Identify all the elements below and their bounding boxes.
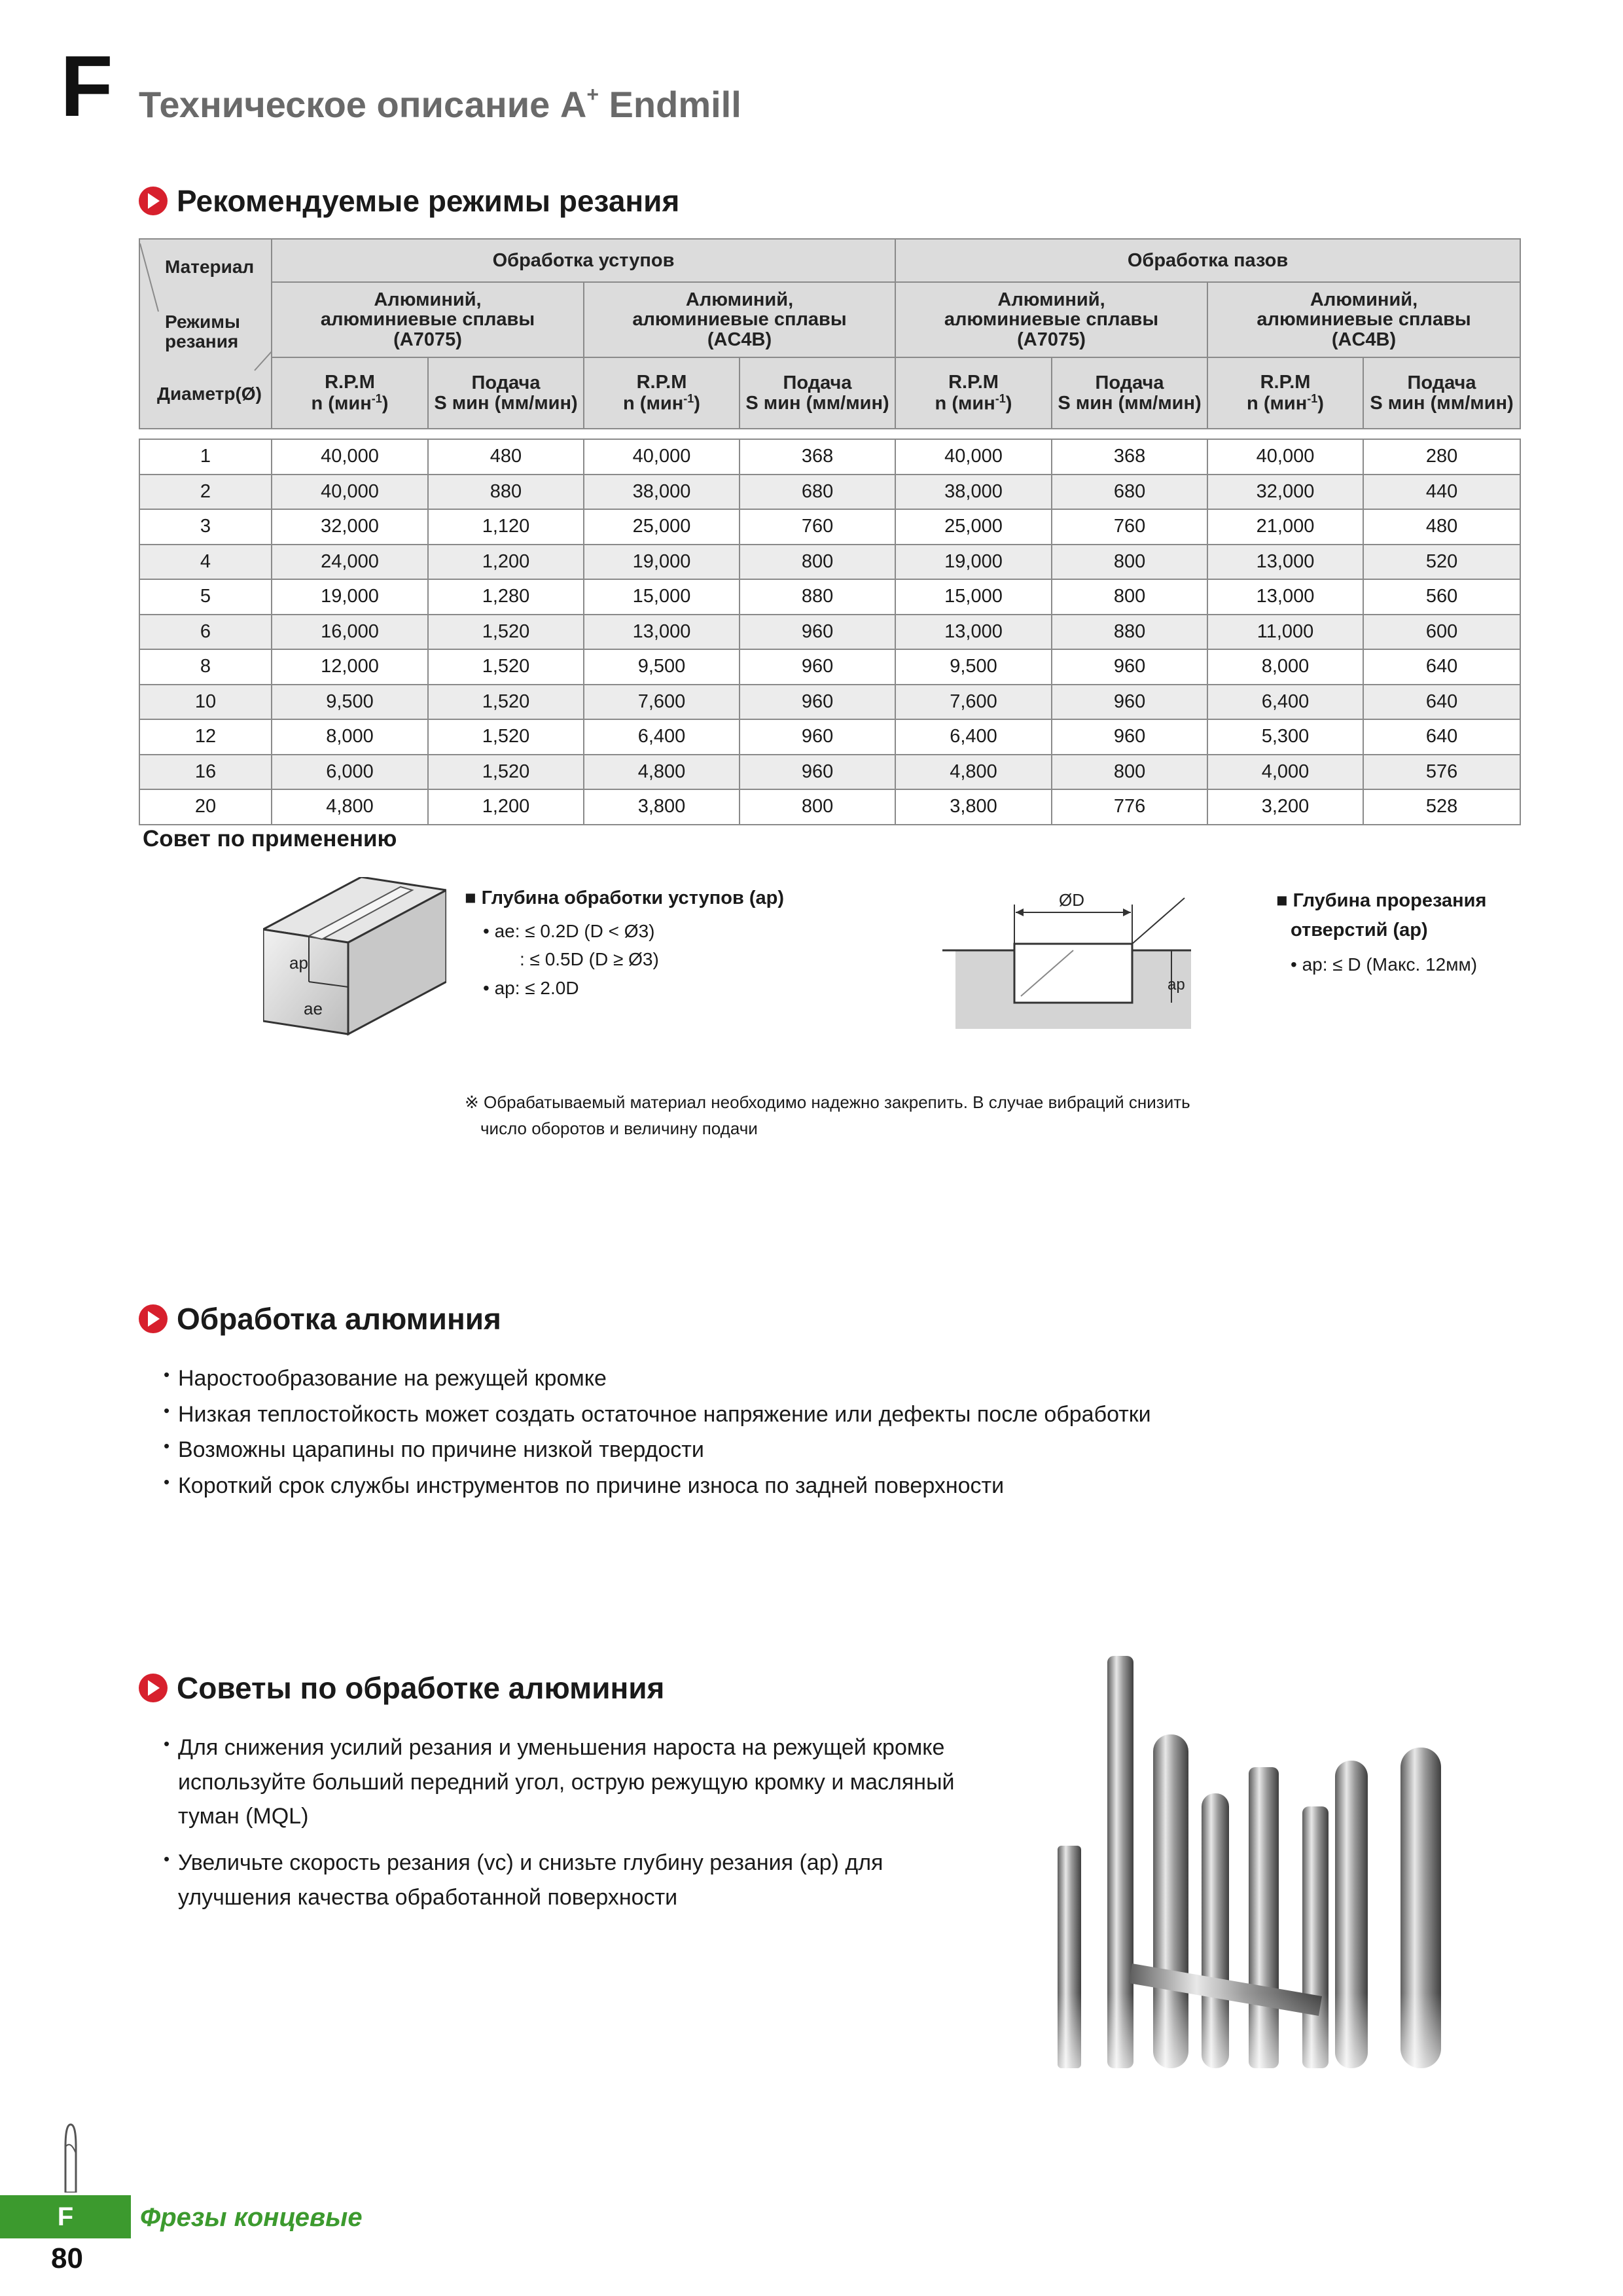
table-cell: 760 [740, 509, 895, 545]
table-row [139, 545, 1520, 580]
list-item: • Увеличьте скорость резания (vc) и снизьте глубину резания (ap) для улучшения качества обработанной поверхности [164, 1846, 955, 1914]
table-cell: 3 [139, 509, 272, 545]
table-cell: 880 [1052, 615, 1207, 650]
cutting-table-wrapper [139, 238, 1520, 825]
cutting-modes-table [139, 238, 1521, 825]
table-cell: 19,000 [584, 545, 740, 580]
table-cell: 40,000 [584, 439, 740, 475]
table-cell: 480 [1363, 509, 1520, 545]
table-row [139, 475, 1520, 510]
material-header: Алюминий, алюминиевые сплавы (AC4B) [584, 282, 895, 357]
list-item: • Возможны царапины по причине низкой твердости [164, 1433, 1151, 1467]
table-cell: 13,000 [1207, 545, 1363, 580]
table-cell: 13,000 [584, 615, 740, 650]
slot-depth-diagram [942, 885, 1204, 1042]
table-cell: 12 [139, 719, 272, 755]
title-tail: Endmill [599, 84, 741, 125]
table-cell: 38,000 [584, 475, 740, 510]
section-title: Обработка алюминия [177, 1302, 501, 1336]
table-cell: 760 [1052, 509, 1207, 545]
table-cell: 960 [1052, 719, 1207, 755]
rpm-header: R.P.M n (мин$^{-1}$) [584, 357, 740, 429]
rpm-header: R.P.M n (мин$^{-1}$) [272, 357, 428, 429]
list-item: • Низкая теплостойкость может создать остаточное напряжение или дефекты после обработки [164, 1397, 1151, 1432]
corner-modes-line2: резания [165, 331, 239, 351]
table-cell: 4,800 [584, 755, 740, 790]
table-cell: 880 [428, 475, 584, 510]
table-cell: 8,000 [1207, 649, 1363, 685]
table-cell: 6,000 [272, 755, 428, 790]
table-cell: 13,000 [895, 615, 1052, 650]
table-cell: 368 [740, 439, 895, 475]
ae-line-2: : ≤ 0.5D (D ≥ Ø3) [520, 949, 659, 970]
table-cell: 960 [740, 685, 895, 720]
list-item: • Короткий срок службы инструментов по причине износа по задней поверхности [164, 1469, 1151, 1503]
slot-depth-title-2: отверстий (ap) [1291, 919, 1428, 941]
table-cell: 960 [740, 615, 895, 650]
arrow-circle-icon [139, 187, 168, 215]
table-cell: 576 [1363, 755, 1520, 790]
table-cell: 680 [1052, 475, 1207, 510]
material-header: Алюминий, алюминиевые сплавы (A7075) [895, 282, 1207, 357]
slot-depth-title-1: ■ Глубина прорезания [1276, 890, 1487, 911]
table-cell: 6,400 [1207, 685, 1363, 720]
table-cell: 3,200 [1207, 789, 1363, 825]
table-cell: 40,000 [895, 439, 1052, 475]
table-row [139, 439, 1520, 475]
page-title [139, 82, 741, 126]
table-cell: 960 [740, 649, 895, 685]
table-cell: 800 [1052, 579, 1207, 615]
table-cell: 6 [139, 615, 272, 650]
table-cell: 5,300 [1207, 719, 1363, 755]
table-cell: 8,000 [272, 719, 428, 755]
corner-modes-line1: Режимы [165, 312, 240, 332]
table-cell: 1,520 [428, 719, 584, 755]
table-cell: 21,000 [1207, 509, 1363, 545]
table-cell: 640 [1363, 719, 1520, 755]
table-cell: 1,520 [428, 755, 584, 790]
table-cell: 800 [740, 789, 895, 825]
feed-header: Подача S мин (мм/мин) [740, 357, 895, 429]
table-cell: 16,000 [272, 615, 428, 650]
aluminium-tips-list [164, 1731, 955, 1926]
table-cell: 6,400 [895, 719, 1052, 755]
table-cell: 40,000 [272, 475, 428, 510]
title-main: Техническое описание A [139, 84, 587, 125]
table-cell: 32,000 [272, 509, 428, 545]
table-cell: 20 [139, 789, 272, 825]
table-cell: 13,000 [1207, 579, 1363, 615]
table-cell: 880 [740, 579, 895, 615]
table-cell: 8 [139, 649, 272, 685]
table-row [139, 789, 1520, 825]
table-cell: 4,800 [895, 755, 1052, 790]
slot-depth-tip [1276, 886, 1486, 978]
table-cell: 1,120 [428, 509, 584, 545]
label-ap-slot: ap [1168, 976, 1185, 994]
table-cell: 11,000 [1207, 615, 1363, 650]
table-cell: 40,000 [272, 439, 428, 475]
table-cell: 1,280 [428, 579, 584, 615]
shoulder-depth-title: ■ Глубина обработки уступов (ap) [465, 888, 785, 908]
list-item: • Для снижения усилий резания и уменьшения нароста на режущей кромке используйте больший передний угол, острую режущую кромку и масляный туман (MQL) [164, 1731, 955, 1834]
usage-tip-title: Совет по применению [143, 826, 397, 852]
table-cell: 3,800 [895, 789, 1052, 825]
endmills-product-photo [1047, 1649, 1518, 2108]
section-aluminium-heading [139, 1301, 501, 1336]
table-cell: 9,500 [895, 649, 1052, 685]
table-row [139, 579, 1520, 615]
chapter-letter: F [60, 38, 113, 134]
table-cell: 4 [139, 545, 272, 580]
feed-header: Подача S мин (мм/мин) [428, 357, 584, 429]
feed-header: Подача S мин (мм/мин) [1363, 357, 1520, 429]
label-ae: ae [304, 999, 323, 1018]
table-cell: 368 [1052, 439, 1207, 475]
rpm-header: R.P.M n (мин$^{-1}$) [1207, 357, 1363, 429]
section-title: Советы по обработке алюминия [177, 1671, 665, 1705]
aluminium-issues-list [164, 1361, 1151, 1505]
table-cell: 1,520 [428, 615, 584, 650]
footer-category: Фрезы концевые [140, 2203, 363, 2232]
table-corner-cell [139, 239, 272, 429]
table-cell: 7,600 [895, 685, 1052, 720]
table-cell: 15,000 [584, 579, 740, 615]
table-cell: 9,500 [584, 649, 740, 685]
table-row [139, 719, 1520, 755]
rpm-header: R.P.M n (мин$^{-1}$) [895, 357, 1052, 429]
table-cell: 800 [1052, 755, 1207, 790]
table-cell: 1 [139, 439, 272, 475]
table-row [139, 509, 1520, 545]
list-item: • Наростообразование на режущей кромке [164, 1361, 1151, 1396]
arrow-circle-icon [139, 1674, 168, 1702]
table-cell: 680 [740, 475, 895, 510]
table-cell: 3,800 [584, 789, 740, 825]
slot-ap-line: • ap: ≤ D (Макс. 12мм) [1291, 954, 1478, 975]
table-cell: 6,400 [584, 719, 740, 755]
corner-material-label: Материал [165, 257, 255, 277]
arrow-circle-icon [139, 1304, 168, 1333]
table-cell: 1,200 [428, 789, 584, 825]
table-cell: 520 [1363, 545, 1520, 580]
table-row [139, 615, 1520, 650]
table-body [139, 439, 1520, 825]
material-header: Алюминий, алюминиевые сплавы (A7075) [272, 282, 584, 357]
shoulder-depth-tip [465, 884, 784, 1002]
table-row [139, 649, 1520, 685]
shoulder-depth-diagram [263, 877, 446, 1047]
label-diameter: ØD [1059, 890, 1084, 910]
table-cell: 12,000 [272, 649, 428, 685]
table-cell: 800 [1052, 545, 1207, 580]
table-cell: 38,000 [895, 475, 1052, 510]
table-cell: 960 [1052, 685, 1207, 720]
table-cell: 2 [139, 475, 272, 510]
feed-header: Подача S мин (мм/мин) [1052, 357, 1207, 429]
table-cell: 1,520 [428, 685, 584, 720]
corner-diameter-label: Диаметр(Ø) [157, 384, 262, 404]
table-cell: 40,000 [1207, 439, 1363, 475]
table-cell: 280 [1363, 439, 1520, 475]
table-cell: 800 [740, 545, 895, 580]
table-cell: 960 [740, 719, 895, 755]
table-cell: 4,000 [1207, 755, 1363, 790]
table-cell: 640 [1363, 685, 1520, 720]
table-cell: 5 [139, 579, 272, 615]
chapter-tab: F [0, 2195, 131, 2238]
sub-header-row [139, 357, 1520, 429]
table-cell: 24,000 [272, 545, 428, 580]
table-cell: 960 [1052, 649, 1207, 685]
table-row [139, 685, 1520, 720]
table-cell: 960 [740, 755, 895, 790]
page-number: 80 [51, 2242, 83, 2274]
header-spacer [139, 429, 1520, 439]
table-cell: 600 [1363, 615, 1520, 650]
table-cell: 1,200 [428, 545, 584, 580]
table-cell: 25,000 [584, 509, 740, 545]
section-aluminium-tips-heading [139, 1670, 664, 1706]
table-cell: 4,800 [272, 789, 428, 825]
title-sup: + [586, 82, 599, 106]
table-cell: 776 [1052, 789, 1207, 825]
table-cell: 560 [1363, 579, 1520, 615]
fixture-note [465, 1089, 1190, 1142]
label-ap: ap [289, 953, 308, 973]
ball-endmill-icon [58, 2121, 84, 2193]
table-cell: 480 [428, 439, 584, 475]
table-cell: 32,000 [1207, 475, 1363, 510]
table-cell: 25,000 [895, 509, 1052, 545]
section-cutting-modes-heading [139, 183, 679, 219]
table-cell: 19,000 [895, 545, 1052, 580]
table-cell: 1,520 [428, 649, 584, 685]
table-cell: 7,600 [584, 685, 740, 720]
table-cell: 16 [139, 755, 272, 790]
note-line-2: число оборотов и величину подачи [480, 1119, 758, 1139]
note-line-1: ※ Обрабатываемый материал необходимо надежно закрепить. В случае вибраций снизить [465, 1092, 1190, 1112]
material-header: Алюминий, алюминиевые сплавы (AC4B) [1207, 282, 1520, 357]
table-row [139, 755, 1520, 790]
group-header-slot: Обработка пазов [895, 239, 1520, 282]
table-cell: 19,000 [272, 579, 428, 615]
table-cell: 640 [1363, 649, 1520, 685]
section-title: Рекомендуемые режимы резания [177, 184, 680, 218]
table-cell: 15,000 [895, 579, 1052, 615]
table-cell: 440 [1363, 475, 1520, 510]
table-cell: 528 [1363, 789, 1520, 825]
ap-line: • ap: ≤ 2.0D [483, 977, 579, 998]
table-cell: 9,500 [272, 685, 428, 720]
ae-line-1: • ae: ≤ 0.2D (D < Ø3) [483, 920, 655, 941]
table-cell: 10 [139, 685, 272, 720]
group-header-shoulder: Обработка уступов [272, 239, 895, 282]
